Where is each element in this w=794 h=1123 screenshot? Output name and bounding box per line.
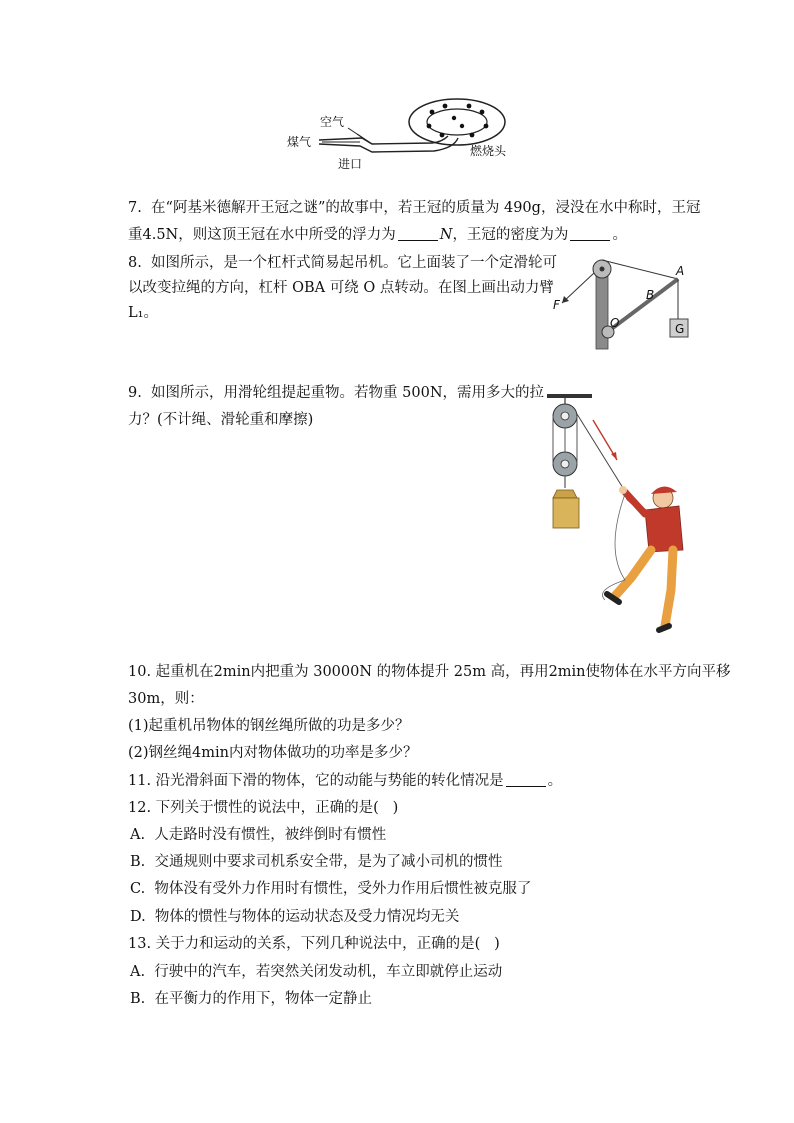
q10-line1: 10. 起重机在2min内把重为 30000N 的物体提升 25m 高，再用2min使物体在水平方向平移 [128, 664, 731, 680]
label-inlet: 进口 [338, 157, 363, 170]
q10-sub2: (2)钢丝绳4min内对物体做功的功率是多少？ [128, 745, 418, 761]
lever-label-B: B [646, 288, 655, 302]
q7-blank-1 [398, 226, 438, 241]
q7-text-a: 重4.5N，则这顶王冠在水中所受的浮力为 [128, 227, 396, 243]
q13-option-b: B. 在平衡力的作用下，物体一定静止 [130, 991, 372, 1007]
label-burner: 燃烧头 [470, 144, 507, 158]
lever-label-O: O [610, 316, 620, 330]
q13-stem: 13. 关于力和运动的关系，下列几种说法中，正确的是( ) [128, 936, 500, 952]
label-gas: 煤气 [287, 135, 312, 149]
lever-label-A: A [676, 264, 685, 278]
q12-option-c: C. 物体没有受外力作用时有惯性，受外力作用后惯性被克服了 [130, 881, 532, 897]
q7-text-c: 。 [612, 227, 627, 243]
q7-blank-2 [570, 226, 610, 241]
q7-line2 [128, 225, 627, 245]
q12-option-d: D. 物体的惯性与物体的运动状态及受力情况均无关 [130, 909, 460, 925]
label-air: 空气 [320, 115, 345, 129]
pulley-man-figure [545, 390, 700, 640]
q10-line2: 30m，则： [128, 691, 204, 707]
lever-label-G: G [675, 322, 685, 336]
q7-line1: 7. 在“阿基米德解开王冠之谜”的故事中，若王冠的质量为 490g，浸没在水中称时，王冠 [128, 200, 701, 216]
q9-line2: 力？(不计绳、滑轮重和摩擦) [128, 412, 314, 428]
q11-end: 。 [547, 773, 563, 789]
q7-unit: N [439, 227, 453, 243]
q11-blank [506, 772, 546, 787]
gas-burner-figure [282, 98, 522, 170]
q10-sub1: (1)起重机吊物体的钢丝绳所做的功是多少？ [128, 718, 410, 734]
q9-line1: 9. 如图所示，用滑轮组提起重物。若物重 500N，需用多大的拉 [128, 385, 545, 401]
q7-text-b: ，王冠的密度为为 [452, 227, 569, 243]
q8-line2: 以改变拉绳的方向，杠杆 OBA 可绕 O 点转动。在图上画出动力臂 [128, 280, 554, 296]
lever-crane-figure [548, 255, 698, 350]
lever-label-F: F [553, 298, 560, 312]
q8-line3: L₁。 [128, 305, 158, 321]
q11-line [128, 771, 562, 791]
q11-text: 11. 沿光滑斜面下滑的物体，它的动能与势能的转化情况是 [128, 773, 504, 789]
q8-line1: 8. 如图所示，是一个杠杆式简易起吊机。它上面装了一个定滑轮可 [128, 255, 558, 271]
q12-option-b: B. 交通规则中要求司机系安全带，是为了减小司机的惯性 [130, 854, 503, 870]
q13-option-a: A. 行驶中的汽车，若突然关闭发动机，车立即就停止运动 [130, 964, 503, 980]
q12-stem: 12. 下列关于惯性的说法中，正确的是( ) [128, 800, 399, 816]
q12-option-a: A. 人走路时没有惯性，被绊倒时有惯性 [130, 827, 387, 843]
